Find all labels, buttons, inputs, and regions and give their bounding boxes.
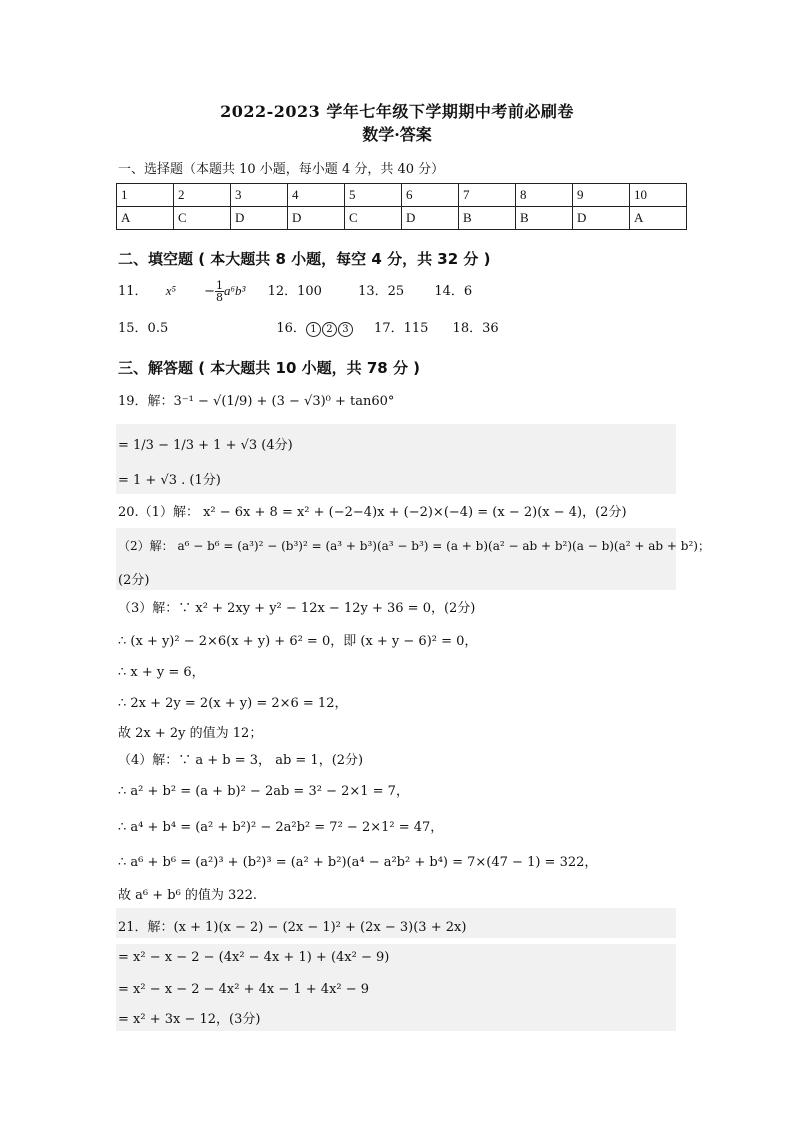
solution-line: = x² + 3x − 12，(3分)	[118, 1012, 261, 1027]
solution-line: 19．解：3⁻¹ − √(1/9) + (3 − √3)⁰ + tan60°	[118, 394, 395, 409]
q11-term: a⁶b³	[224, 283, 246, 298]
solution-line: （4）解：∵ a + b = 3， ab = 1，(2分)	[118, 753, 364, 768]
q13-answer: 13．25	[358, 284, 405, 299]
table-cell: 6	[402, 184, 459, 207]
solution-line: = 1/3 − 1/3 + 1 + √3 (4分)	[118, 438, 293, 453]
solution-line: （2）解： a⁶ − b⁶ = (a³)² − (b³)² = (a³ + b³)(a³ − b³) = (a + b)(a² − ab + b²)(a − b)(a² + ab + b²)；	[118, 539, 710, 553]
solution-line: 21．解：(x + 1)(x − 2) − (2x − 1)² + (2x − 3)(3 + 2x)	[118, 920, 467, 935]
solution-line: 故 a⁶ + b⁶ 的值为 322.	[118, 888, 257, 903]
table-cell: D	[288, 207, 345, 230]
table-cell: 1	[117, 184, 174, 207]
table-cell: B	[459, 207, 516, 230]
table-cell: 9	[573, 184, 630, 207]
solution-line: = 1 + √3 . (1分)	[118, 473, 221, 488]
table-cell: B	[516, 207, 573, 230]
solution-line: ∴ a⁶ + b⁶ = (a²)³ + (b²)³ = (a² + b²)(a⁴ − a²b² + b⁴) = 7×(47 − 1) = 322，	[118, 855, 598, 870]
q15-answer: 15．0.5	[118, 321, 169, 336]
solution-line: ∴ (x + y)² − 2×6(x + y) + 6² = 0，即 (x + y − 6)² = 0，	[118, 634, 478, 649]
table-cell: 5	[345, 184, 402, 207]
q14-answer: 14．6	[434, 284, 473, 299]
table-cell: 3	[231, 184, 288, 207]
answer-table-answer-row	[117, 207, 687, 230]
page-subtitle: 数学·答案	[362, 125, 432, 144]
table-cell: D	[402, 207, 459, 230]
solution-line: = x² − x − 2 − (4x² − 4x + 1) + (4x² − 9)	[118, 950, 390, 965]
q16-circle-1: 1	[306, 322, 321, 337]
fill-answers-row-2	[118, 317, 499, 337]
table-cell: D	[231, 207, 288, 230]
solution-line: (2分)	[118, 573, 150, 588]
table-cell: C	[345, 207, 402, 230]
q16-circle-2: 2	[322, 322, 337, 337]
table-cell: A	[117, 207, 174, 230]
q11-answer-1: x⁵	[165, 283, 176, 298]
solution-line: ∴ x + y = 6，	[118, 665, 205, 680]
table-cell: D	[573, 207, 630, 230]
solution-line: ∴ a⁴ + b⁴ = (a² + b²)² − 2a²b² = 7² − 2×1² = 47，	[118, 820, 444, 835]
solution-line: ∴ a² + b² = (a + b)² − 2ab = 3² − 2×1 = 7，	[118, 784, 409, 799]
solution-line: （3）解：∵ x² + 2xy + y² − 12x − 12y + 36 = 0，(2分)	[118, 601, 476, 616]
section3-heading: 三、解答题 ( 本大题共 10 小题，共 78 分 )	[118, 359, 421, 377]
q12-answer: 12．100	[267, 284, 322, 299]
table-cell: 10	[630, 184, 687, 207]
section1-heading: 一、选择题（本题共 10 小题，每小题 4 分，共 40 分）	[118, 162, 445, 177]
table-cell: A	[630, 207, 687, 230]
answer-table-number-row	[117, 184, 687, 207]
solution-line: = x² − x − 2 − 4x² + 4x − 1 + 4x² − 9	[118, 982, 370, 997]
q11-fraction-numerator: 1	[216, 279, 224, 292]
page-title: 2022-2023 学年七年级下学期期中考前必刷卷	[220, 102, 574, 121]
table-cell: 7	[459, 184, 516, 207]
table-cell: 8	[516, 184, 573, 207]
q18-answer: 18．36	[452, 321, 499, 336]
q16-circle-3: 3	[338, 322, 353, 337]
table-cell: 2	[174, 184, 231, 207]
q11-fraction-denominator: 8	[216, 291, 224, 304]
q11-answer-2	[204, 279, 249, 304]
section2-heading: 二、填空题 ( 本大题共 8 小题，每空 4 分，共 32 分 )	[118, 250, 491, 268]
q11-minus-sign: −	[204, 284, 216, 299]
fill-answers-row-1	[118, 280, 472, 303]
solution-line: ∴ 2x + 2y = 2(x + y) = 2×6 = 12，	[118, 696, 348, 711]
answer-table	[116, 183, 687, 230]
table-cell: C	[174, 207, 231, 230]
q11-fraction	[215, 280, 224, 303]
table-cell: 4	[288, 184, 345, 207]
solution-line: 20.（1）解： x² − 6x + 8 = x² + (−2−4)x + (−2)×(−4) = (x − 2)(x − 4)，(2分)	[118, 505, 627, 520]
q11-number: 11．	[118, 284, 148, 299]
q17-answer: 17．115	[374, 321, 429, 336]
q16-label: 16．	[276, 321, 306, 336]
solution-line: 故 2x + 2y 的值为 12；	[118, 726, 263, 741]
